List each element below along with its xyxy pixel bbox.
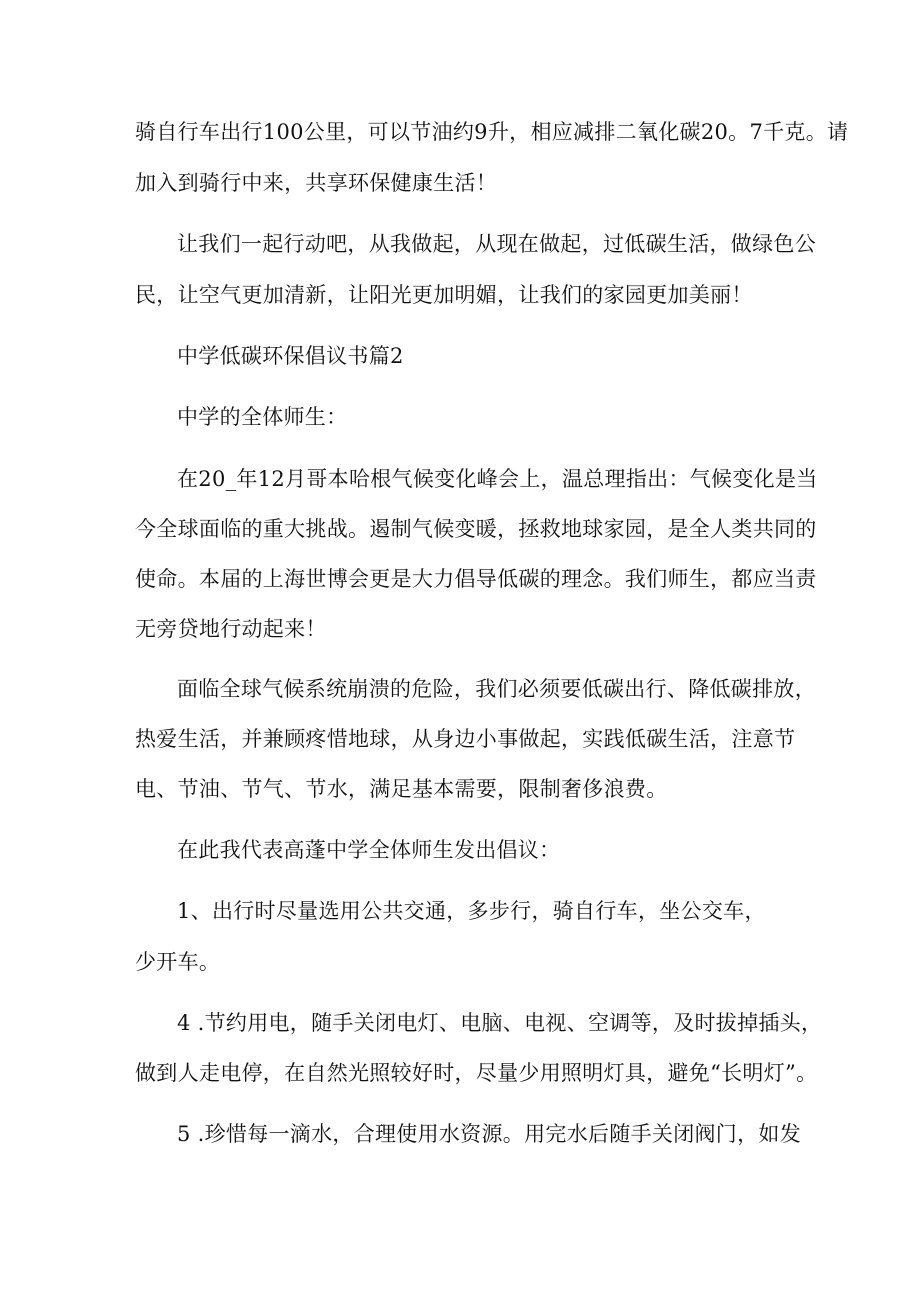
list-item: 1、出行时尽量选用公共交通，多步行，骑自行车，坐公交车，: [177, 899, 766, 923]
section-heading: 中学低碳环保倡议书篇2: [177, 344, 404, 368]
paragraph-line: 在20_年12月哥本哈根气候变化峰会上，温总理指出：气候变化是当: [177, 467, 818, 491]
paragraph-line: 无旁贷地行动起来！: [135, 617, 327, 641]
paragraph-line: 面临全球气候系统崩溃的危险，我们必须要低碳出行、降低碳排放，: [177, 677, 816, 701]
paragraph-line: 在此我代表高蓬中学全体师生发出倡议：: [177, 838, 561, 862]
list-item: 4 .节约用电，随手关闭电灯、电脑、电视、空调等，及时拔掉插头，: [177, 1011, 823, 1035]
paragraph-line: 使命。本届的上海世博会更是大力倡导低碳的理念。我们师生，都应当责: [135, 567, 817, 591]
paragraph-line: 今全球面临的重大挑战。遏制气候变暖，拯救地球家园，是全人类共同的: [135, 517, 817, 541]
salutation: 中学的全体师生：: [177, 405, 348, 429]
list-item-continuation: 做到人走电停，在自然光照较好时，尽量少用照明灯具，避免“长明灯”。: [135, 1061, 818, 1085]
list-item: 5 .珍惜每一滴水，合理使用水资源。用完水后随手关闭阀门，如发: [177, 1122, 802, 1146]
paragraph-line: 骑自行车出行100公里，可以节油约9升，相应减排二氧化碳20。7千克。请: [135, 120, 849, 144]
paragraph-line: 民，让空气更加清新，让阳光更加明媚，让我们的家园更加美丽！: [135, 283, 753, 307]
list-item-continuation: 少开车。: [135, 950, 221, 974]
paragraph-line: 热爱生活，并兼顾疼惜地球，从身边小事做起，实践低碳生活，注意节: [135, 727, 796, 751]
paragraph-line: 电、节油、节气、节水，满足基本需要，限制奢侈浪费。: [135, 777, 668, 801]
paragraph-line: 让我们一起行动吧，从我做起，从现在做起，过低碳生活，做绿色公: [177, 232, 816, 256]
paragraph-line: 加入到骑行中来，共享环保健康生活！: [135, 171, 498, 195]
